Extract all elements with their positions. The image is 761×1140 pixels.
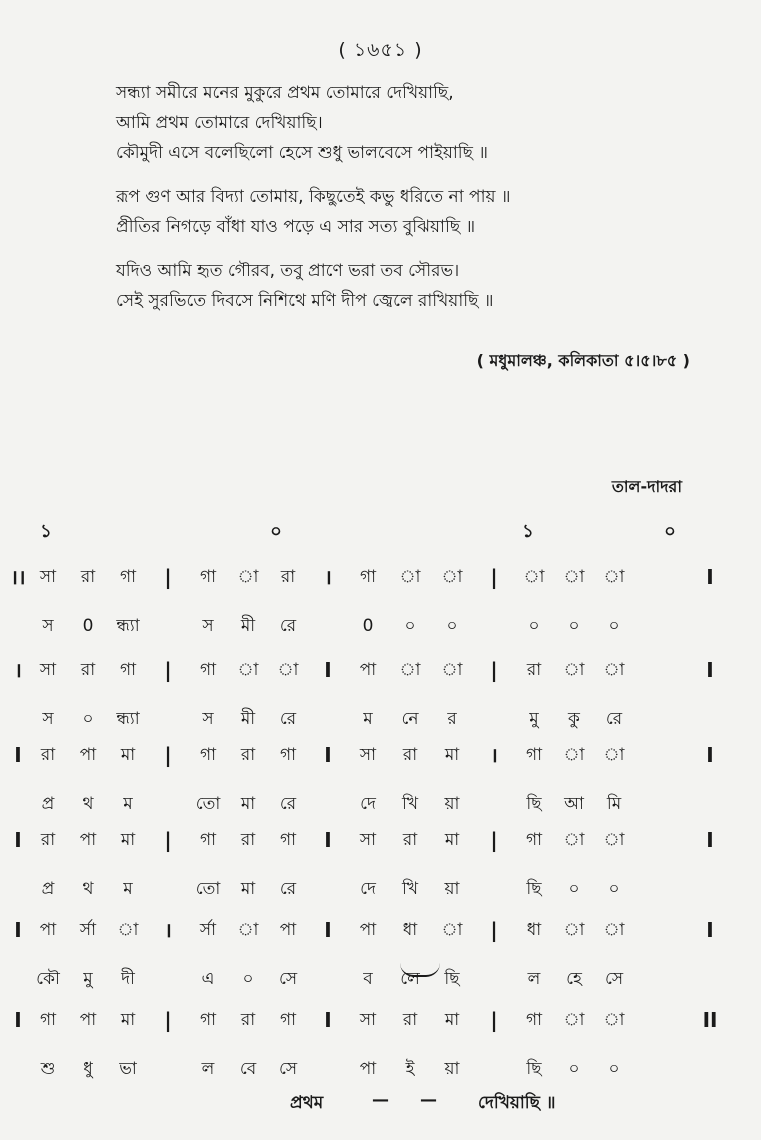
note-cell-text: গা — [279, 745, 297, 765]
lyric-line: প্রীতির নিগড়ে বাঁধা যাও পড়ে এ সার সত্য বুঝিয়াছি ॥ — [116, 217, 476, 237]
note-cell-text: রা — [280, 567, 296, 587]
syllable-cell-text: ০ — [446, 616, 458, 636]
note-cell-text: পা — [39, 920, 57, 940]
syllable-cell-text: ম — [123, 794, 133, 814]
syllable-cell-text: ০ — [568, 1059, 580, 1079]
bar-line-text: | — [164, 828, 172, 852]
note-cell-text: া — [237, 920, 259, 940]
row-start-bar-text: ।। — [10, 565, 26, 589]
note-cell-text: রা — [402, 830, 418, 850]
syllable-cell-text: মা — [240, 794, 256, 814]
lyric-line: সেই সুরভিতে দিবসে নিশিথে মণি দীপ জ্বেলে রাখিয়াছি ॥ — [116, 291, 494, 311]
note-cell-text: রা — [80, 567, 96, 587]
note-cell-text: র্সা — [79, 920, 97, 940]
note-cell-text: গা — [199, 1010, 217, 1030]
note-cell-text: রা — [402, 1010, 418, 1030]
syllable-cell-text: মী — [240, 709, 256, 729]
lyric-line: সন্ধ্যা সমীরে মনের মুকুরে প্রথম তোমারে দেখিয়াছি, — [116, 83, 454, 103]
bar-line-text: | — [490, 1008, 498, 1032]
note-cell-text: রা — [402, 745, 418, 765]
syllable-cell-text: ০ — [404, 616, 416, 636]
note-cell-text: রা — [240, 1010, 256, 1030]
syllable-cell-text: রে — [279, 794, 297, 814]
note-cell-text: গা — [119, 567, 137, 587]
note-cell-text: সা — [359, 830, 377, 850]
syllable-cell-text: তো — [195, 879, 221, 899]
note-cell-text: গা — [199, 830, 217, 850]
bar-line-text: | — [490, 658, 498, 682]
syllable-cell-text: মু — [529, 709, 539, 729]
note-cell-text: পা — [359, 660, 377, 680]
note-cell-text: া — [237, 660, 259, 680]
note-cell-text: সা — [39, 660, 57, 680]
note-cell-text: া — [603, 1010, 625, 1030]
syllable-cell-text: দী — [121, 969, 135, 989]
syllable-cell-text: 0 — [82, 616, 94, 636]
note-cell-text: রা — [526, 660, 542, 680]
bar-line-text: | — [490, 565, 498, 589]
row-end-bar-text: I — [706, 658, 714, 682]
lyric-line: যদিও আমি হৃত গৌরব, তবু প্রাণে ভরা তব সৌরভ। — [116, 261, 460, 281]
syllable-cell-text: নে — [401, 709, 419, 729]
note-cell-text: গা — [525, 745, 543, 765]
syllable-cell-text: তো — [195, 794, 221, 814]
note-cell-text: গা — [359, 567, 377, 587]
syllable-cell-text: রে — [279, 709, 297, 729]
note-cell-text: া — [603, 745, 625, 765]
beat-marker-text: ০ — [270, 521, 282, 542]
note-cell-text: া — [523, 567, 545, 587]
syllable-cell-text: আ — [564, 794, 584, 814]
lyric-line: কৌমুদী এসে বলেছিলো হেসে শুধু ভালবেসে পাইয়াছি ॥ — [116, 143, 488, 163]
note-cell-text: া — [603, 567, 625, 587]
syllable-cell-text: পা — [359, 1059, 377, 1079]
bar-line-text: | — [164, 565, 172, 589]
row-start-bar-text: । — [14, 658, 22, 682]
syllable-cell-text: দে — [360, 879, 376, 899]
syllable-cell-text: ছি — [444, 969, 460, 989]
row-end-bar-text: I — [706, 565, 714, 589]
syllable-cell-text: ছি — [526, 794, 542, 814]
note-cell-text: মা — [120, 830, 136, 850]
note-cell-text: র্সা — [199, 920, 217, 940]
note-cell-text: া — [441, 567, 463, 587]
note-cell-text: সা — [359, 745, 377, 765]
row-start-bar-text: I — [14, 828, 22, 852]
syllable-cell-text: সে — [278, 1059, 298, 1079]
row-end-bar-text: II — [702, 1008, 718, 1032]
syllable-cell-text: সে — [604, 969, 624, 989]
row-start-bar-text: I — [14, 918, 22, 942]
bar-line-text: I — [324, 828, 332, 852]
closing-dash: — — [372, 1090, 389, 1110]
syllable-cell-text: মি — [606, 794, 622, 814]
syllable-cell-text: ০ — [608, 879, 620, 899]
note-cell-text: া — [441, 920, 463, 940]
note-cell-text: া — [563, 567, 585, 587]
syllable-cell-text: ছি — [526, 1059, 542, 1079]
syllable-cell-text: ০ — [82, 709, 94, 729]
bar-line-text: | — [164, 1008, 172, 1032]
syllable-cell-text: ০ — [528, 616, 540, 636]
note-cell-text: রা — [80, 660, 96, 680]
syllable-cell-text: ন্ধ্যা — [116, 709, 140, 729]
syllable-cell-text: র — [447, 709, 457, 729]
note-cell-text: পা — [79, 745, 97, 765]
note-cell-text: া — [399, 660, 421, 680]
note-cell-text: গা — [279, 830, 297, 850]
syllable-cell-text: ই — [405, 1059, 415, 1079]
bar-line-text: I — [324, 743, 332, 767]
syllable-cell-text: মী — [240, 616, 256, 636]
row-end-bar-text: I — [706, 828, 714, 852]
note-cell-text: া — [117, 920, 139, 940]
row-end-bar-text: I — [706, 918, 714, 942]
syllable-cell-text: কৌ — [36, 969, 60, 989]
syllable-cell-text: শু — [40, 1059, 56, 1079]
note-cell-text: পা — [359, 920, 377, 940]
syllable-cell-text: খি — [401, 879, 419, 899]
bar-line-text: I — [324, 918, 332, 942]
row-start-bar-text: I — [14, 1008, 22, 1032]
bar-line-text: | — [164, 658, 172, 682]
syllable-cell-text: খি — [401, 794, 419, 814]
bar-line-text: | — [490, 918, 498, 942]
syllable-cell-text: মা — [240, 879, 256, 899]
note-cell-text: গা — [199, 745, 217, 765]
syllable-cell-text: য়া — [444, 794, 460, 814]
syllable-cell-text: ০ — [568, 616, 580, 636]
syllable-cell-text: থ — [82, 879, 94, 899]
note-cell-text: পা — [79, 830, 97, 850]
beat-marker-text: ১ — [40, 521, 52, 542]
syllable-cell-text: রে — [279, 616, 297, 636]
bar-line-text: | — [490, 828, 498, 852]
bar-line-text: | — [164, 743, 172, 767]
syllable-cell-text: ম — [363, 709, 373, 729]
note-cell-text: রা — [240, 830, 256, 850]
syllable-cell-text: ০ — [608, 616, 620, 636]
note-cell-text: গা — [525, 830, 543, 850]
note-cell-text: া — [441, 660, 463, 680]
syllable-cell-text: ন্ধ্যা — [116, 616, 140, 636]
note-cell-text: া — [563, 920, 585, 940]
note-cell-text: া — [603, 660, 625, 680]
note-cell-text: মা — [444, 830, 460, 850]
bar-line-text: । — [490, 743, 498, 767]
note-cell-text: া — [563, 745, 585, 765]
syllable-cell-text: দে — [360, 794, 376, 814]
note-cell-text: পা — [79, 1010, 97, 1030]
note-cell-text: া — [563, 660, 585, 680]
syllable-cell-text: 0 — [362, 616, 374, 636]
syllable-cell-text: য়া — [444, 1059, 460, 1079]
note-cell-text: ধা — [526, 920, 542, 940]
syllable-cell-text: ০ — [608, 1059, 620, 1079]
syllable-cell-text: ০ — [568, 879, 580, 899]
closing-dash: — — [420, 1090, 437, 1110]
bar-line-text: । — [324, 565, 332, 589]
note-cell-text: া — [603, 920, 625, 940]
closing-word: দেখিয়াছি ॥ — [478, 1093, 556, 1113]
row-end-bar-text: I — [706, 743, 714, 767]
syllable-cell-text: স — [202, 709, 214, 729]
syllable-cell-text: ০ — [242, 969, 254, 989]
note-cell-text: া — [277, 660, 299, 680]
note-cell-text: ধা — [402, 920, 418, 940]
source-citation: ( মধুমালঞ্চ, কলিকাতা ৫।৫।৮৫ ) — [476, 351, 690, 370]
note-cell-text: রা — [40, 830, 56, 850]
syllable-cell-text: মু — [83, 969, 93, 989]
row-start-bar-text: I — [14, 743, 22, 767]
syllable-cell-text: ব — [363, 969, 373, 989]
syllable-cell-text: রে — [605, 709, 623, 729]
note-cell-text: গা — [525, 1010, 543, 1030]
syllable-cell-text: স — [202, 616, 214, 636]
page-number: ( ১৬৫১ ) — [338, 39, 423, 61]
note-cell-text: া — [237, 567, 259, 587]
syllable-cell-text: ল — [201, 1059, 215, 1079]
syllable-cell-text: রে — [279, 879, 297, 899]
beat-marker-text: ০ — [664, 521, 676, 542]
note-cell-text: সা — [359, 1010, 377, 1030]
lyric-line: আমি প্রথম তোমারে দেখিয়াছি। — [116, 113, 323, 133]
syllable-cell-text: বে — [239, 1059, 257, 1079]
note-cell-text: গা — [279, 1010, 297, 1030]
syllable-cell-text: ম — [123, 879, 133, 899]
syllable-cell-text: প্র — [41, 879, 55, 899]
note-cell-text: মা — [444, 1010, 460, 1030]
syllable-cell-text: ধু — [83, 1059, 93, 1079]
note-cell-text: গা — [119, 660, 137, 680]
syllable-cell-text: ল — [527, 969, 541, 989]
bar-line-text: I — [324, 658, 332, 682]
note-cell-text: রা — [240, 745, 256, 765]
syllable-cell-text: প্র — [41, 794, 55, 814]
syllable-cell-text: স — [42, 616, 54, 636]
syllable-cell-text: ছি — [526, 879, 542, 899]
beat-marker-text: ১ — [522, 521, 534, 542]
tala-label: তাল-দাদরা — [611, 477, 682, 496]
note-cell-text: গা — [199, 660, 217, 680]
note-cell-text: মা — [120, 1010, 136, 1030]
syllable-cell-text: থ — [82, 794, 94, 814]
note-cell-text: া — [563, 1010, 585, 1030]
bar-line-text: I — [324, 1008, 332, 1032]
syllable-cell-text: য়া — [444, 879, 460, 899]
note-cell-text: গা — [39, 1010, 57, 1030]
syllable-cell-text: এ — [201, 969, 215, 989]
bar-line-text: । — [164, 918, 172, 942]
syllable-cell-text: ভা — [119, 1059, 137, 1079]
note-cell-text: া — [563, 830, 585, 850]
closing-word: প্রথম — [290, 1093, 324, 1113]
note-cell-text: া — [603, 830, 625, 850]
note-cell-text: পা — [279, 920, 297, 940]
syllable-cell-text: কু — [568, 709, 580, 729]
note-cell-text: া — [399, 567, 421, 587]
syllable-cell-text: লে — [400, 969, 420, 989]
note-cell-text: গা — [199, 567, 217, 587]
note-cell-text: সা — [39, 567, 57, 587]
note-cell-text: মা — [444, 745, 460, 765]
syllable-cell-text: হে — [566, 969, 582, 989]
syllable-cell-text: স — [42, 709, 54, 729]
syllable-cell-text: সে — [278, 969, 298, 989]
note-cell-text: মা — [120, 745, 136, 765]
lyric-line: রূপ গুণ আর বিদ্যা তোমায়, কিছুতেই কভু ধরিতে না পায় ॥ — [116, 187, 511, 207]
note-cell-text: রা — [40, 745, 56, 765]
